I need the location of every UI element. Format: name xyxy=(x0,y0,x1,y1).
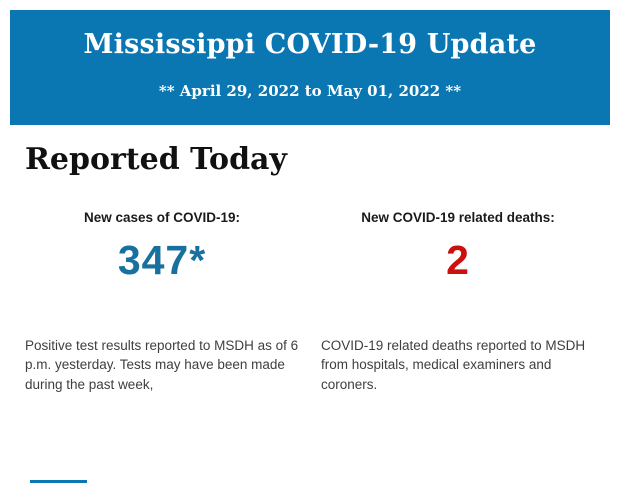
new-cases-description: Positive test results reported to MSDH as of 6 p.m. yesterday. Tests may have been made during the past week, xyxy=(25,338,299,392)
date-range: ** April 29, 2022 to May 01, 2022 ** xyxy=(158,82,462,100)
header-banner xyxy=(10,10,610,125)
stats-row xyxy=(25,210,595,394)
stat-new-deaths xyxy=(321,210,595,394)
new-deaths-label: New COVID-19 related deaths: xyxy=(361,210,555,225)
new-deaths-value: 2 xyxy=(446,237,470,283)
stat-new-cases xyxy=(25,210,299,394)
new-deaths-description: COVID-19 related deaths reported to MSDH from hospitals, medical examiners and coroners. xyxy=(321,338,586,392)
new-cases-label: New cases of COVID-19: xyxy=(83,210,241,225)
page-title: Mississippi COVID-19 Update xyxy=(83,29,537,60)
section-title-reported-today: Reported Today xyxy=(25,142,287,177)
new-cases-value: 347* xyxy=(117,237,207,283)
